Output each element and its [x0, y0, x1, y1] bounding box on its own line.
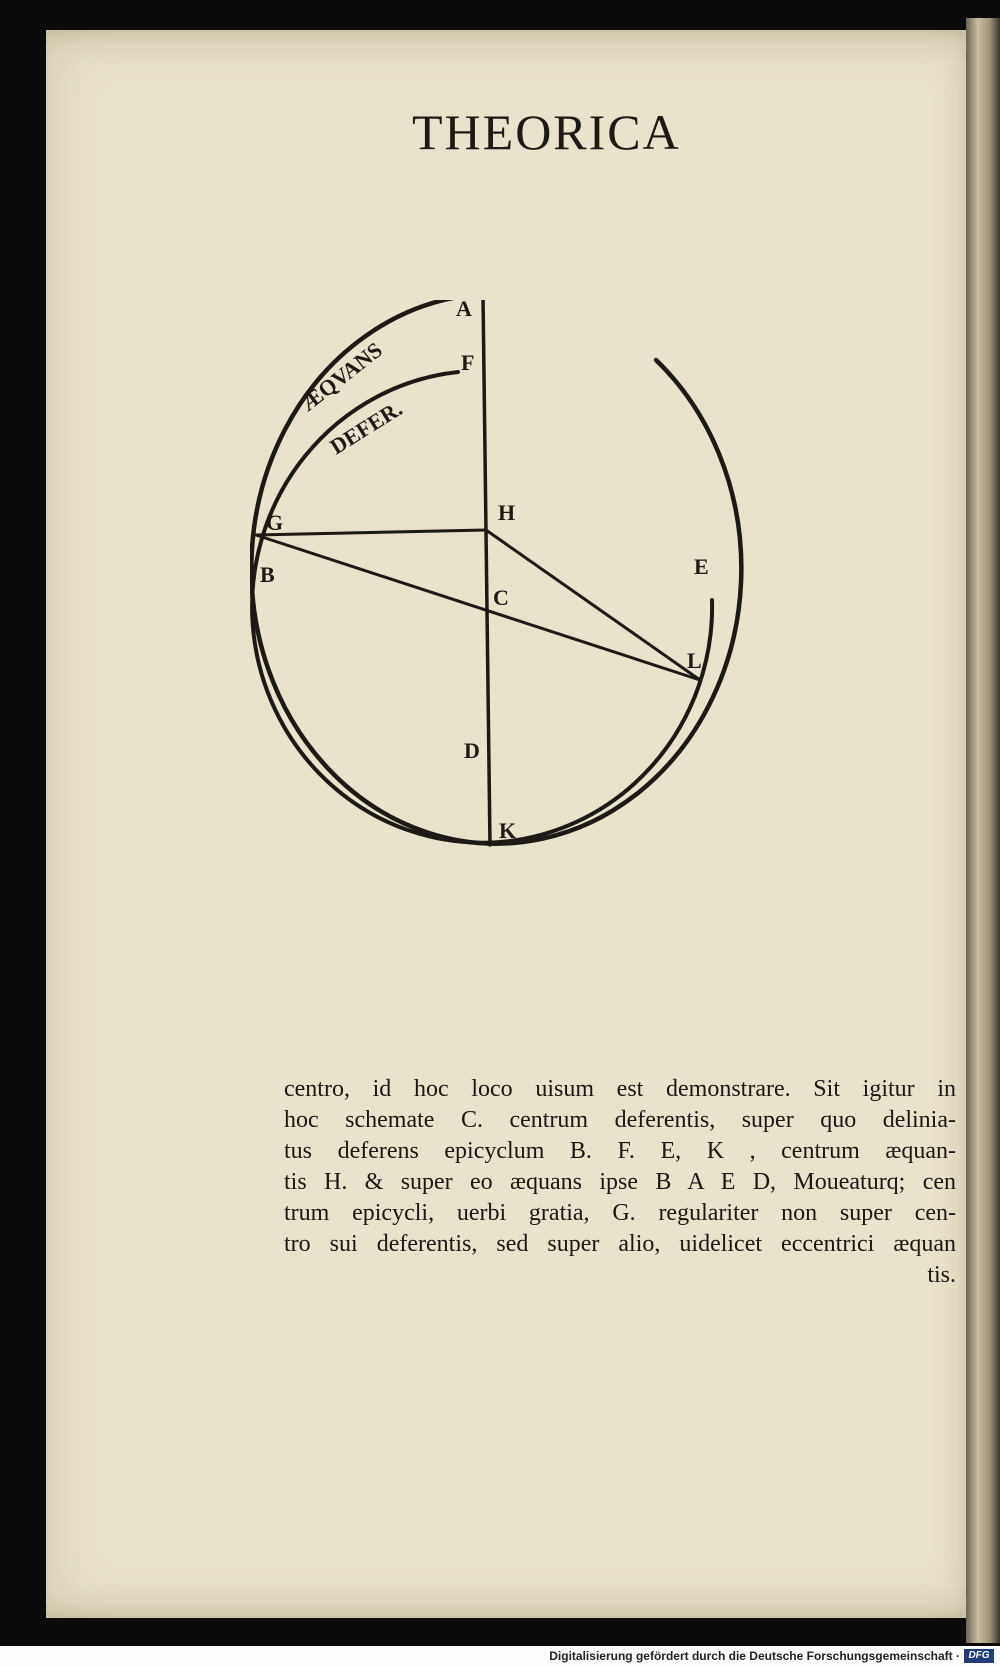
axis-line-a-k	[483, 300, 490, 845]
digitization-footer	[0, 1646, 1000, 1666]
text-line: tis.	[927, 1262, 956, 1288]
text-line: hoc schemate C. centrum deferentis, super quo delinia-	[284, 1107, 956, 1133]
diagram-svg	[250, 300, 780, 900]
astronomical-diagram	[250, 300, 780, 900]
point-label-f: F	[461, 350, 475, 375]
funding-credit: Digitalisierung gefördert durch die Deutsche Forschungsgemeinschaft ·	[549, 1649, 960, 1663]
point-label-g: G	[266, 510, 284, 535]
text-line: tus deferens epicyclum B. F. E, K , centrum æquan-	[284, 1138, 956, 1164]
text-line: centro, id hoc loco uisum est demonstrare. Sit igitur in	[284, 1076, 956, 1102]
point-label-c: C	[493, 585, 509, 610]
point-label-d: D	[464, 738, 480, 763]
line-h-l	[486, 530, 700, 680]
page-edge	[966, 18, 1000, 1643]
arc-label-aequans: ÆQVANS	[295, 337, 387, 416]
point-label-h: H	[498, 500, 516, 525]
text-line: tis H. & super eo æquans ipse B A E D, Moueaturq; cen	[284, 1169, 956, 1195]
arc-label-deferens: DEFER.	[325, 395, 407, 460]
page-heading: THEORICA	[412, 104, 681, 160]
point-label-k: K	[499, 818, 517, 843]
text-line: trum epicycli, uerbi gratia, G. regulariter non super cen-	[284, 1200, 956, 1226]
point-label-l: L	[687, 648, 702, 673]
point-label-a: A	[456, 300, 472, 321]
point-label-b: B	[260, 562, 275, 587]
point-label-e: E	[694, 554, 709, 579]
body-paragraph	[284, 1074, 956, 1291]
line-g-l	[256, 535, 700, 680]
text-line: tro sui deferentis, sed super alio, uidelicet eccentrici æquan	[284, 1231, 956, 1257]
dfg-logo: DFG	[964, 1649, 994, 1663]
line-g-h	[256, 530, 486, 535]
